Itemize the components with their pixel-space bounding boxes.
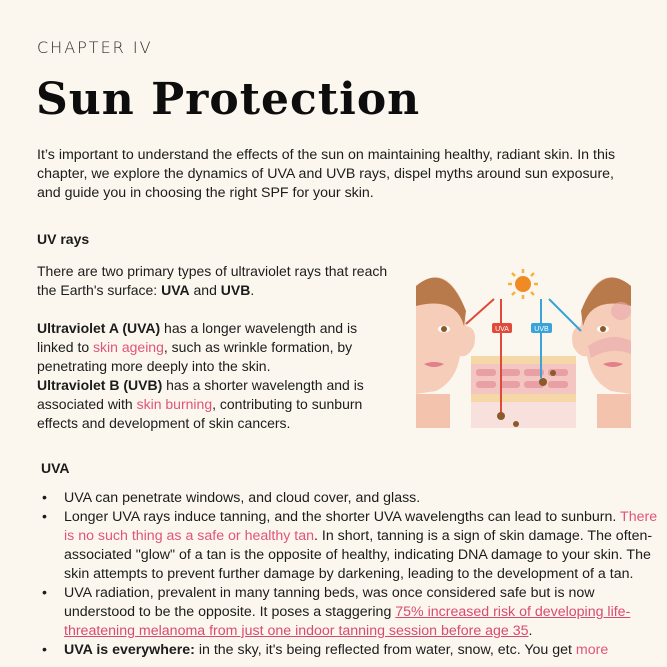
uva-label: UVA [495, 326, 509, 333]
text: in the sky, it's being reflected from water, snow, etc. You get [194, 642, 576, 658]
text: . In short, tanning is a sign of skin damage. The often-associated "glow" of a tan is the opposite of healthy, indicating DNA damage to your skin. The skin attempts to prevent further damage by darkening, leading to the development of a tan. [64, 528, 653, 582]
text: . [250, 282, 255, 298]
text: has a longer wavelength and is linked to [37, 320, 358, 355]
uva-bullet-list [37, 489, 664, 660]
uv-types-paragraph [37, 262, 392, 300]
list-item [64, 641, 664, 660]
melanoma-risk-link[interactable]: 75% increased risk of developing life-threatening melanoma from just one indoor tanning session before age 35 [64, 604, 631, 639]
uv-skin-illustration [416, 266, 631, 428]
uva-bold: UVA [161, 282, 190, 298]
list-item [64, 508, 664, 584]
chapter-label: CHAPTER IV [37, 38, 153, 57]
text: . [528, 623, 533, 639]
uv-rays-text [37, 262, 392, 433]
text: UVA radiation, prevalent in many tanning beds, was once considered safe but is now understood to be the opposite. It poses a staggering [64, 585, 595, 620]
text: Longer UVA rays induce tanning, and the shorter UVA wavelengths can lead to sunburn. [64, 509, 621, 525]
text: has a shorter wavelength and is associated with [37, 377, 364, 412]
text: , contributing to sunburn effects and development of skin cancers. [37, 396, 363, 431]
skin-burning-link[interactable]: skin burning [136, 396, 213, 412]
uv-rays-heading: UV rays [37, 231, 90, 247]
text: There are two primary types of ultraviolet rays that reach the Earth's surface: [37, 263, 388, 298]
safe-tan-link[interactable]: There is no such thing as a safe or healthy tan [64, 509, 658, 544]
uvb-paragraph [37, 376, 392, 433]
sun-icon [515, 276, 531, 292]
uva-paragraph [37, 319, 392, 376]
uvb-label: UVB [534, 326, 549, 333]
uva-heading: UVA [41, 460, 70, 476]
list-item [64, 584, 664, 641]
intro-paragraph: It’s important to understand the effects of the sun on maintaining healthy, radiant skin. In this chapter, we explore the dynamics of UVA and UVB rays, dispel myths around sun exposure, and guide you in choosing the right SPF for your skin. [37, 147, 616, 201]
uvb-bold: UVB [220, 282, 251, 298]
list-item: • UVA can penetrate windows, and cloud cover, and glass. [64, 489, 664, 508]
text: and [189, 282, 221, 298]
skin-ageing-link[interactable]: skin ageing [93, 339, 164, 355]
uvb-term: Ultraviolet B (UVB) [37, 377, 163, 393]
uva-term: Ultraviolet A (UVA) [37, 320, 161, 336]
uva-everywhere-bold: UVA is everywhere: [64, 642, 195, 658]
page-title: Sun Protection [36, 74, 421, 125]
text: , such as wrinkle formation, by penetrating more deeply into the skin. [37, 339, 353, 374]
more-link[interactable]: more [575, 642, 609, 658]
